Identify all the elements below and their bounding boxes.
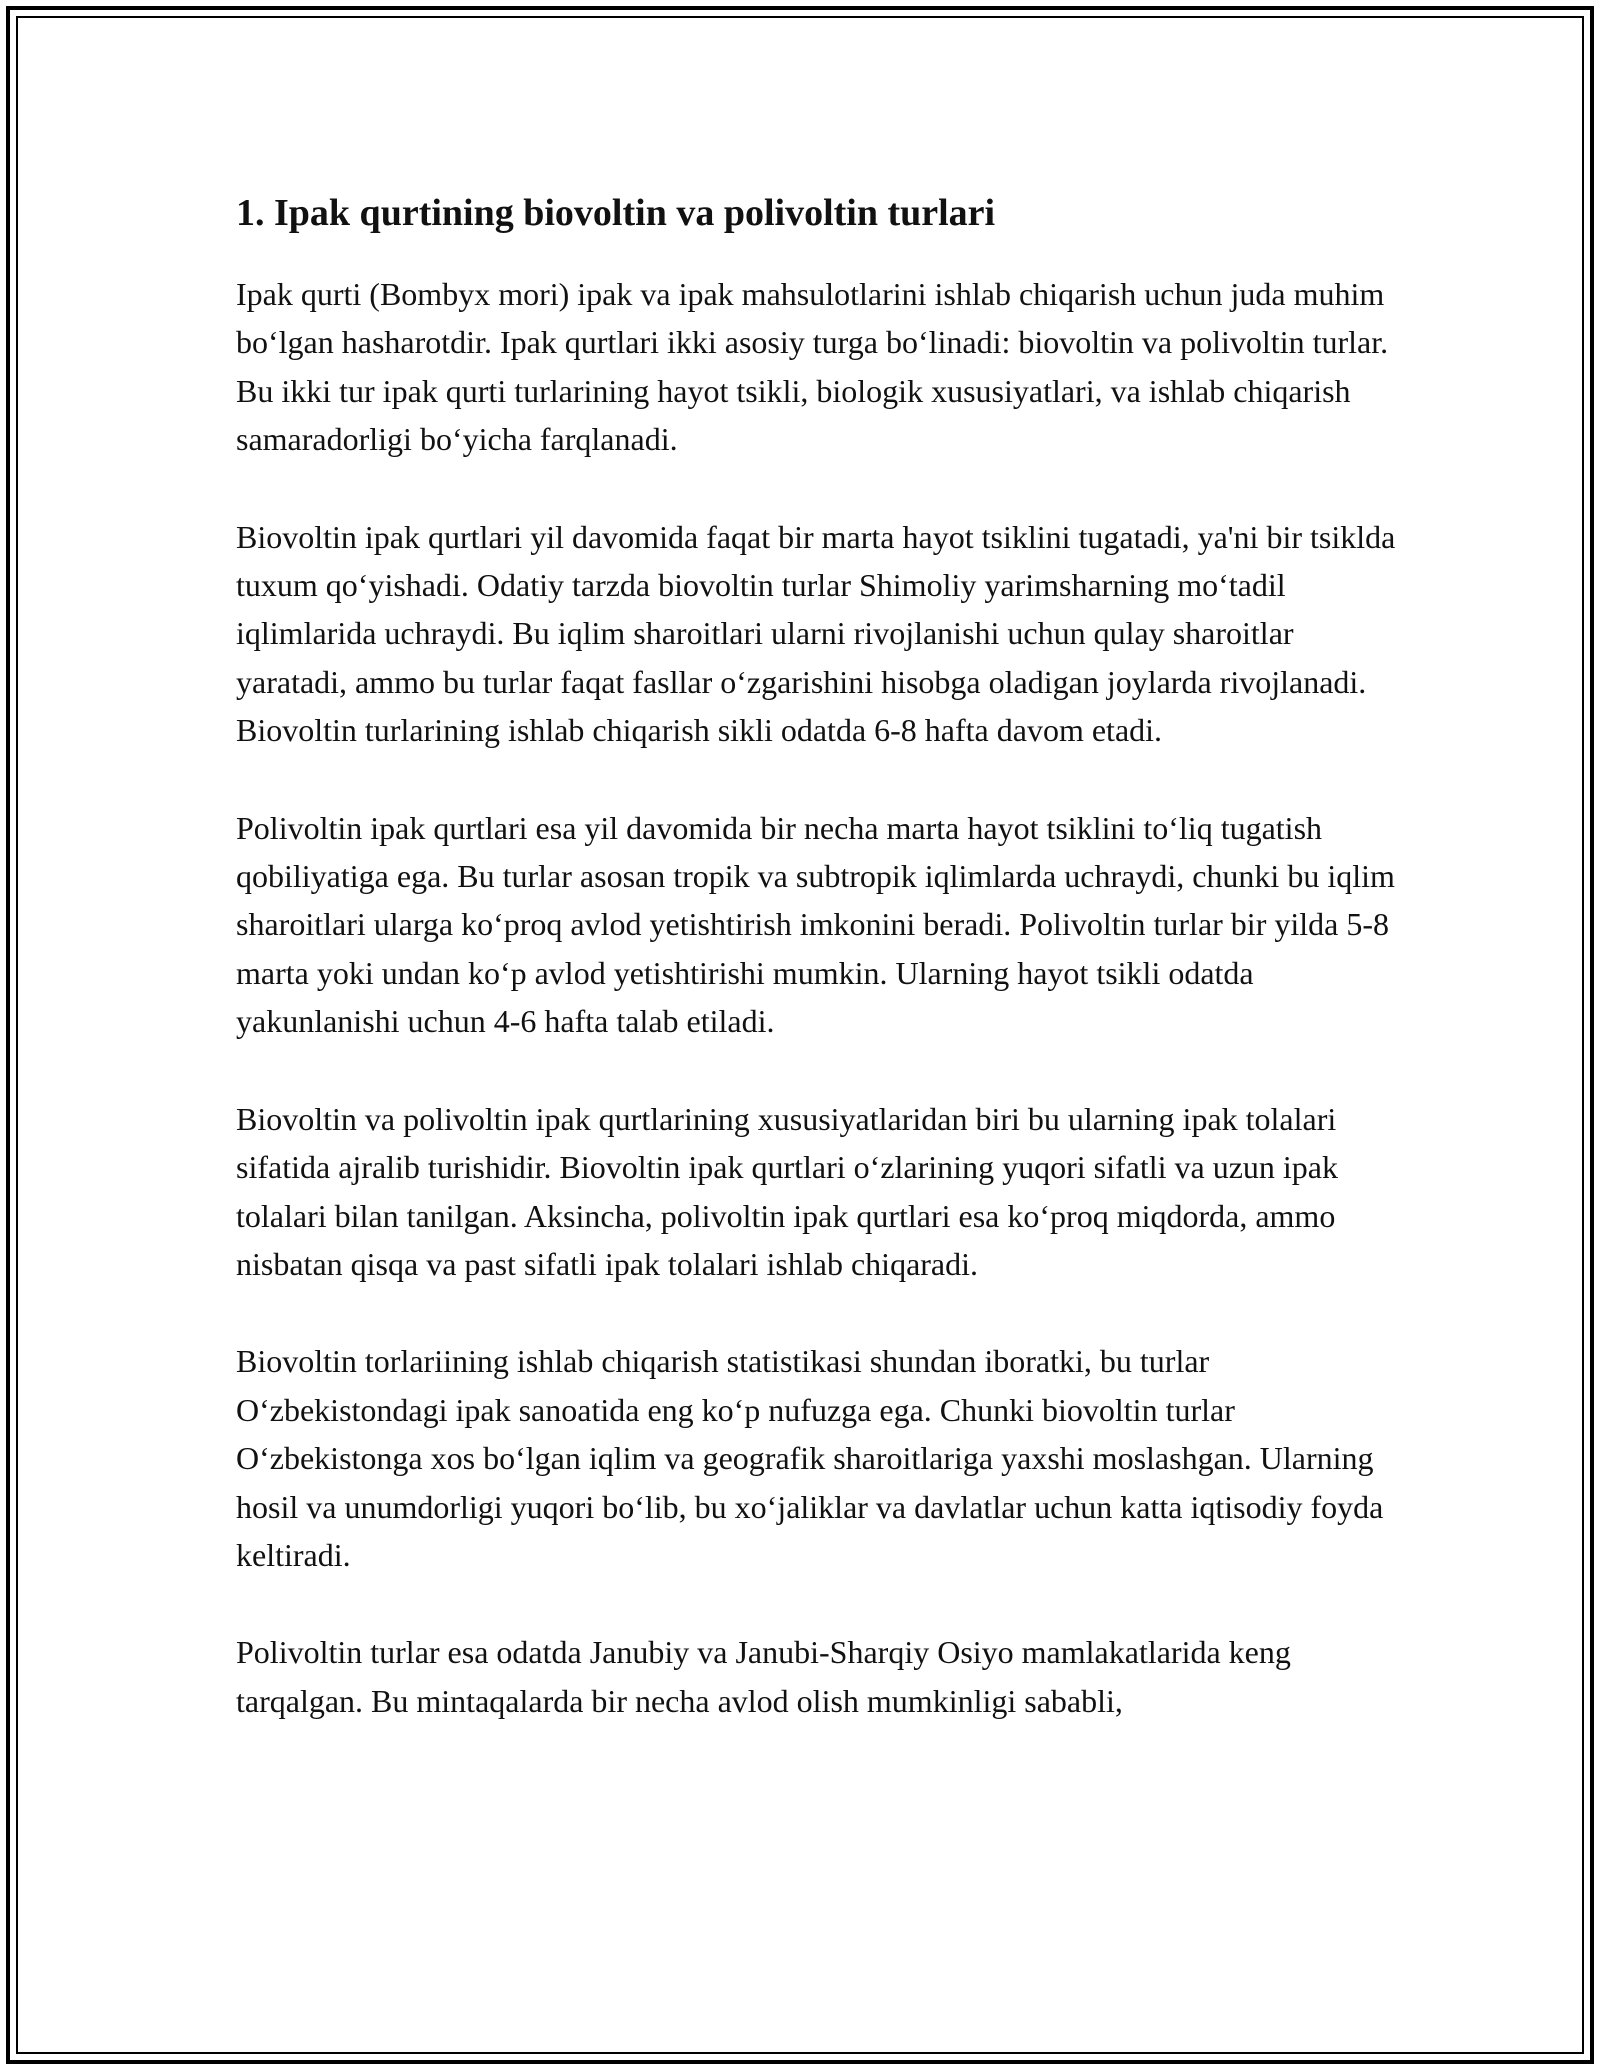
paragraph-4: Biovoltin va polivoltin ipak qurtlarining xususiyatlaridan biri bu ularning ipak tolalari sifatida ajralib turishidir. Biovoltin ipak qurtlari o‘zlarining yuqori sifatli va uzun ipak tolalari bilan tanilgan. Aksincha, polivoltin ipak qurtlari esa ko‘proq miqdorda, ammo nisbatan qisqa va past sifatli ipak tolalari ishlab chiqaradi.: [236, 1100, 1338, 1282]
paragraph-6: Polivoltin turlar esa odatda Janubiy va Janubi-Sharqiy Osiyo mamlakatlarida keng tarqalgan. Bu mintaqalarda bir necha avlod olish mumkinligi sababli,: [236, 1634, 1291, 1719]
paragraph-2: Biovoltin ipak qurtlari yil davomida faqat bir marta hayot tsiklini tugatadi, ya'ni bir tsiklda tuxum qo‘yishadi. Odatiy tarzda biovoltin turlar Shimoliy yarimsharning mo‘tadil iqlimlarida uchraydi. Bu iqlim sharoitlari ularni rivojlanishi uchun qulay sharoitlar yaratadi, ammo bu turlar faqat fasllar o‘zgarishini hisobga oladigan joylarda rivojlanadi. Biovoltin turlarining ishlab chiqarish sikli odatda 6-8 hafta davom etadi.: [236, 518, 1396, 749]
paragraph-3: Polivoltin ipak qurtlari esa yil davomida bir necha marta hayot tsiklini to‘liq tugatish qobiliyatiga ega. Bu turlar asosan tropik va subtropik iqlimlarda uchraydi, chunki bu iqlim sharoitlari ularga ko‘proq avlod yetishtirish imkonini beradi. Polivoltin turlar bir yilda 5-8 marta yoki undan ko‘p avlod yetishtirishi mumkin. Ularning hayot tsikli odatda yakunlanishi uchun 4-6 hafta talab etiladi.: [236, 809, 1395, 1040]
paragraph-5: Biovoltin torlariining ishlab chiqarish statistikasi shundan iboratki, bu turlar O‘zbekistondagi ipak sanoatida eng ko‘p nufuzga ega. Chunki biovoltin turlar O‘zbekistonga xos bo‘lgan iqlim va geografik sharoitlariga yaxshi moslashgan. Ularning hosil va unumdorligi yuqori bo‘lib, bu xo‘jaliklar va davlatlar uchun katta iqtisodiy foyda keltiradi.: [236, 1343, 1384, 1573]
paragraph-1: Ipak qurti (Bombyx mori) ipak va ipak mahsulotlarini ishlab chiqarish uchun juda muhim bo‘lgan hasharotdir. Ipak qurtlari ikki asosiy turga bo‘linadi: biovoltin va polivoltin turlar. Bu ikki tur ipak qurti turlarining hayot tsikli, biologik xususiyatlari, va ishlab chiqarish samaradorligi bo‘yicha farqlanadi.: [236, 276, 1389, 458]
document-body: [236, 186, 1396, 1774]
section-heading: 1. Ipak qurtining biovoltin va polivoltin turlari: [236, 192, 996, 234]
